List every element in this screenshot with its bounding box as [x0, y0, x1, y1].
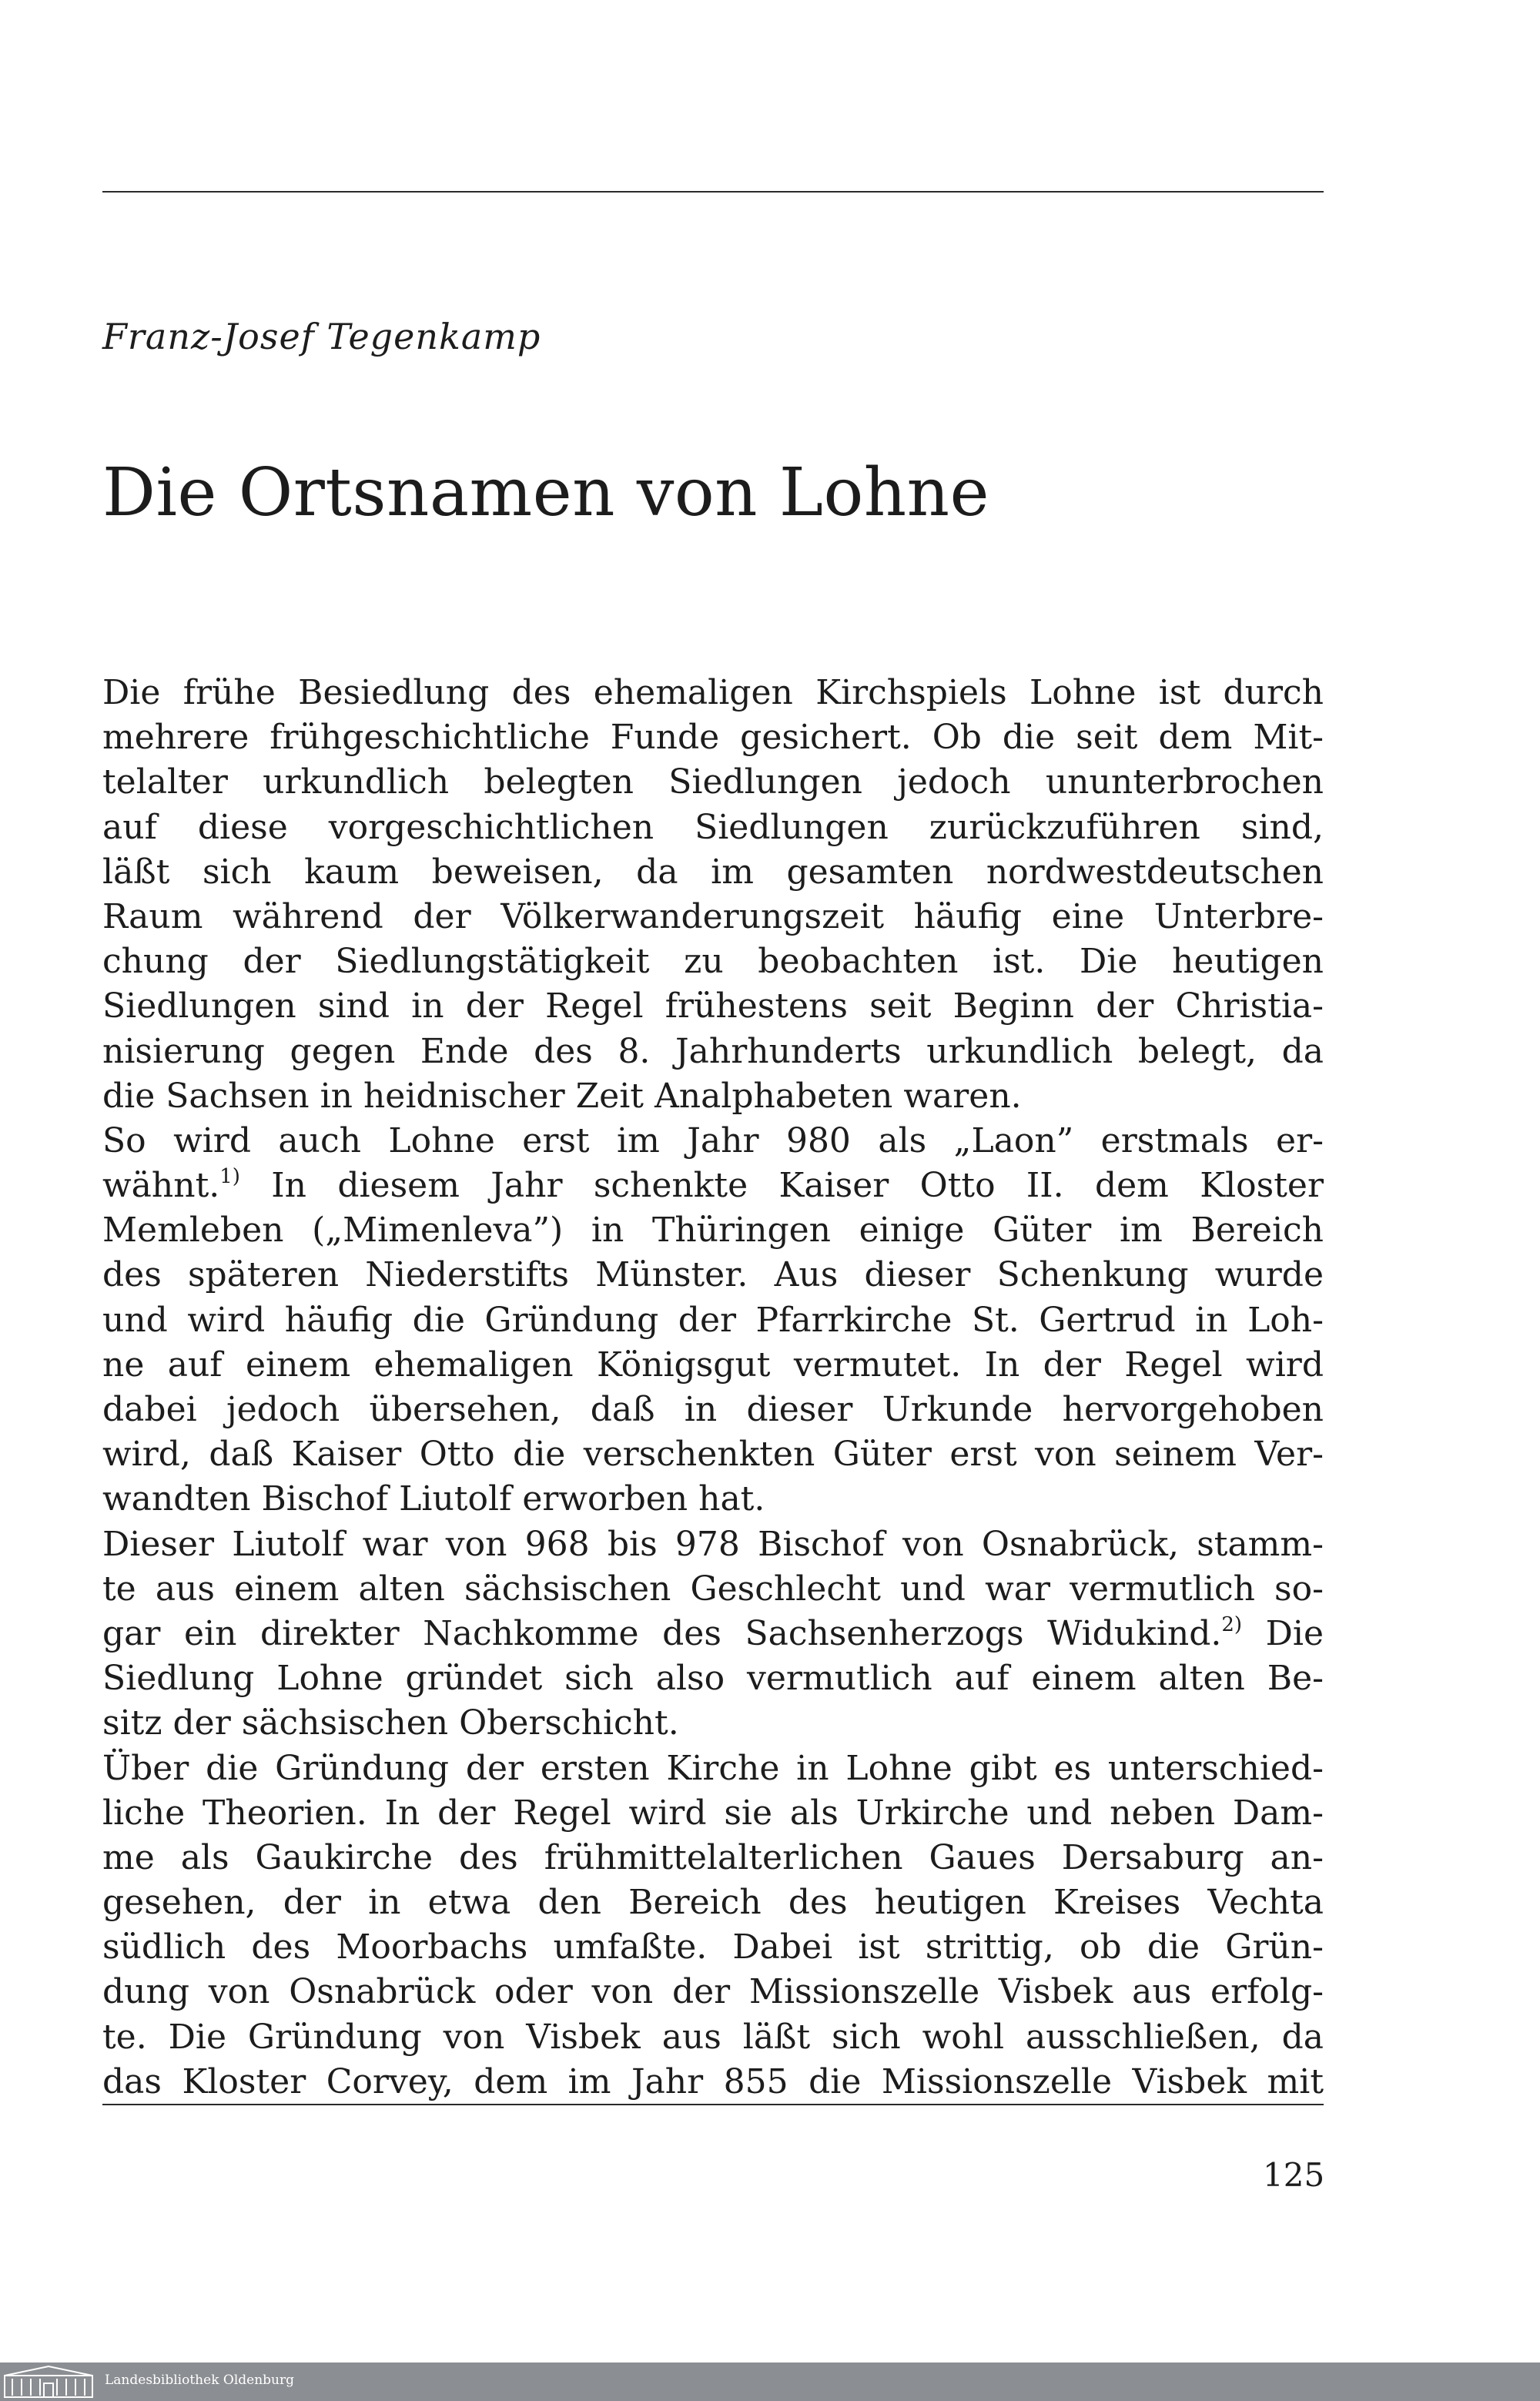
author-name: Franz-Josef Tegenkamp	[102, 316, 541, 357]
body-line-text: das Kloster Corvey, dem im Jahr 855 die Missionszelle Visbek mit	[102, 2061, 1324, 2101]
body-line	[102, 1388, 1324, 1432]
body-line-text: wandten Bischof Liutolf erworben hat.	[102, 1479, 765, 1519]
body-line	[102, 1030, 1324, 1074]
library-building-icon	[3, 2365, 94, 2399]
body-line-text: gesehen, der in etwa den Bereich des heutigen Kreises Vechta	[102, 1883, 1324, 1923]
body-line-text: chung der Siedlungstätigkeit zu beobachten ist. Die heutigen	[102, 942, 1324, 982]
body-line	[102, 1791, 1324, 1836]
bottom-rule	[102, 2104, 1324, 2105]
body-line-text: dung von Osnabrück oder von der Missionszelle Visbek aus erfolg-	[102, 1972, 1324, 2012]
body-line-text: wird, daß Kaiser Otto die verschenkten Güter erst von seinem Ver-	[102, 1435, 1324, 1475]
body-line	[102, 1074, 1324, 1119]
body-line	[102, 1298, 1324, 1343]
footnote-marker: 1)	[219, 1165, 240, 1189]
body-line	[102, 671, 1324, 715]
body-line	[102, 2060, 1324, 2105]
body-line	[102, 1746, 1324, 1791]
body-line-text: Memleben („Mimenleva”) in Thüringen einige Güter im Bereich	[102, 1211, 1324, 1251]
body-line	[102, 1522, 1324, 1567]
body-line	[102, 1253, 1324, 1298]
body-line-text: So wird auch Lohne erst im Jahr 980 als „Laon” erstmals er-	[102, 1120, 1324, 1160]
body-line	[102, 1880, 1324, 1925]
body-line-text: liche Theorien. In der Regel wird sie als Urkirche und neben Dam-	[102, 1793, 1324, 1833]
top-rule	[102, 191, 1324, 193]
body-line-text: sitz der sächsischen Oberschicht.	[102, 1703, 679, 1743]
body-line	[102, 1432, 1324, 1477]
body-line-text: läßt sich kaum beweisen, da im gesamten nordwestdeutschen	[102, 852, 1324, 892]
body-line	[102, 1119, 1324, 1164]
body-line-text: Dieser Liutolf war von 968 bis 978 Bischof von Osnabrück, stamm-	[102, 1524, 1324, 1564]
body-line	[102, 1970, 1324, 2014]
body-line	[102, 1567, 1324, 1612]
body-line-text: In diesem Jahr schenkte Kaiser Otto II. dem Kloster	[239, 1166, 1324, 1206]
body-line	[102, 1656, 1324, 1701]
page-number: 125	[1263, 2156, 1325, 2194]
body-line-text: nisierung gegen Ende des 8. Jahrhunderts urkundlich belegt, da	[102, 1031, 1324, 1071]
body-line-text: die Sachsen in heidnischer Zeit Analphabeten waren.	[102, 1076, 1022, 1116]
body-line-text: me als Gaukirche des frühmittelalterlichen Gaues Dersaburg an-	[102, 1837, 1324, 1877]
body-line	[102, 1164, 1324, 1208]
body-line-text: südlich des Moorbachs umfaßte. Dabei ist strittig, ob die Grün-	[102, 1927, 1324, 1967]
library-label: Landesbibliothek Oldenburg	[105, 2373, 295, 2388]
article-title: Die Ortsnamen von Lohne	[102, 454, 989, 531]
body-line	[102, 715, 1324, 760]
body-line-text: mehrere frühgeschichtliche Funde gesichert. Ob die seit dem Mit-	[102, 718, 1324, 758]
body-line	[102, 895, 1324, 939]
body-line-text: Siedlungen sind in der Regel frühestens seit Beginn der Christia-	[102, 986, 1324, 1026]
body-line	[102, 2015, 1324, 2060]
body-line	[102, 1836, 1324, 1880]
body-line	[102, 1701, 1324, 1746]
body-line-text: telalter urkundlich belegten Siedlungen jedoch ununterbrochen	[102, 762, 1324, 802]
body-line	[102, 1343, 1324, 1388]
body-line-text: ne auf einem ehemaligen Königsgut vermutet. In der Regel wird	[102, 1344, 1324, 1385]
footnote-marker: 2)	[1221, 1612, 1243, 1636]
body-line	[102, 850, 1324, 895]
body-line	[102, 1925, 1324, 1970]
body-line	[102, 805, 1324, 850]
body-line-text: und wird häufig die Gründung der Pfarrkirche St. Gertrud in Loh-	[102, 1300, 1324, 1340]
body-line-text: Über die Gründung der ersten Kirche in Lohne gibt es unterschied-	[102, 1748, 1324, 1788]
body-line	[102, 1612, 1324, 1656]
body-line-text: gar ein direkter Nachkomme des Sachsenherzogs Widukind.	[102, 1613, 1222, 1653]
body-line-text: Raum während der Völkerwanderungszeit häufig eine Unterbre-	[102, 896, 1324, 936]
body-line-text: auf diese vorgeschichtlichen Siedlungen zurückzuführen sind,	[102, 807, 1324, 847]
body-line-text: Die frühe Besiedlung des ehemaligen Kirchspiels Lohne ist durch	[102, 673, 1324, 712]
body-text	[102, 671, 1324, 2105]
body-line-text: wähnt.	[102, 1166, 220, 1206]
body-line-text: te aus einem alten sächsischen Geschlecht und war vermutlich so-	[102, 1569, 1324, 1609]
body-line	[102, 984, 1324, 1029]
body-line	[102, 760, 1324, 805]
body-line-text: dabei jedoch übersehen, daß in dieser Urkunde hervorgehoben	[102, 1390, 1324, 1429]
body-line	[102, 939, 1324, 984]
body-line-text: Die	[1242, 1613, 1324, 1653]
body-line	[102, 1477, 1324, 1522]
body-line-text: Siedlung Lohne gründet sich also vermutlich auf einem alten Be-	[102, 1659, 1324, 1699]
body-line	[102, 1208, 1324, 1253]
body-line-text: des späteren Niederstifts Münster. Aus dieser Schenkung wurde	[102, 1255, 1324, 1295]
body-line-text: te. Die Gründung von Visbek aus läßt sich wohl ausschließen, da	[102, 2017, 1324, 2057]
